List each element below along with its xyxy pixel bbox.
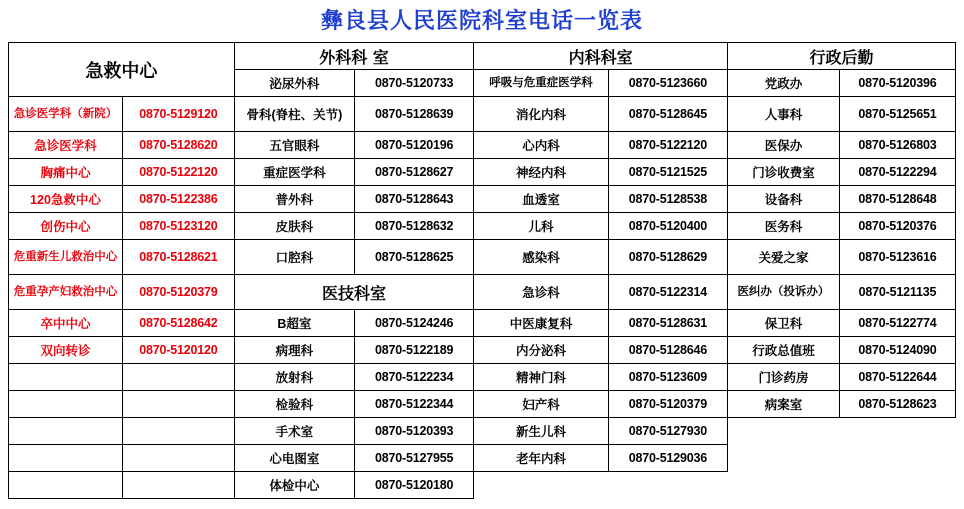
admin-tel: 0870-5121135	[839, 275, 955, 310]
admin-dept: 保卫科	[728, 310, 840, 337]
spacer-cell	[839, 472, 955, 499]
medtech-dept: 体检中心	[234, 472, 354, 499]
admin-dept: 行政总值班	[728, 337, 840, 364]
admin-tel: 0870-5125651	[839, 97, 955, 132]
emergency-tel: 0870-5123120	[122, 213, 234, 240]
header-surgery: 外科科 室	[234, 43, 473, 70]
header-medtech: 医技科室	[234, 275, 473, 310]
internal-dept: 新生儿科	[474, 418, 609, 445]
page-title: 彝良县人民医院科室电话一览表	[320, 8, 643, 34]
medtech-dept: 手术室	[234, 418, 354, 445]
emergency-tel: 0870-5128642	[122, 310, 234, 337]
surgery-tel: 0870-5120196	[355, 132, 474, 159]
table-row	[9, 213, 956, 240]
admin-tel: 0870-5122774	[839, 310, 955, 337]
emergency-dept: 危重孕产妇救治中心	[9, 275, 123, 310]
internal-tel: 0870-5128538	[608, 186, 727, 213]
emergency-dept: 胸痛中心	[9, 159, 123, 186]
internal-tel: 0870-5122120	[608, 132, 727, 159]
internal-dept: 儿科	[474, 213, 609, 240]
spacer-cell	[728, 472, 840, 499]
emergency-dept	[9, 445, 123, 472]
internal-dept: 呼吸与危重症医学科	[474, 70, 609, 97]
table-row	[9, 186, 956, 213]
medtech-tel: 0870-5122344	[355, 391, 474, 418]
spacer-cell	[839, 418, 955, 445]
spacer-cell	[839, 445, 955, 472]
emergency-dept: 急诊医学科（新院）	[9, 97, 123, 132]
medtech-tel: 0870-5120180	[355, 472, 474, 499]
internal-dept: 血透室	[474, 186, 609, 213]
spacer-cell	[728, 418, 840, 445]
internal-dept: 中医康复科	[474, 310, 609, 337]
table-row	[9, 310, 956, 337]
internal-tel: 0870-5123609	[608, 364, 727, 391]
internal-tel: 0870-5127930	[608, 418, 727, 445]
admin-dept: 关爱之家	[728, 240, 840, 275]
internal-dept: 心内科	[474, 132, 609, 159]
emergency-tel: 0870-5129120	[122, 97, 234, 132]
admin-dept: 医保办	[728, 132, 840, 159]
emergency-dept: 卒中中心	[9, 310, 123, 337]
table-row	[9, 472, 956, 499]
table-row	[9, 364, 956, 391]
internal-tel: 0870-5128645	[608, 97, 727, 132]
emergency-tel: 0870-5128620	[122, 132, 234, 159]
admin-dept: 门诊药房	[728, 364, 840, 391]
admin-tel: 0870-5128648	[839, 186, 955, 213]
admin-tel: 0870-5122294	[839, 159, 955, 186]
table-header-row	[9, 43, 956, 70]
surgery-dept: 五官眼科	[234, 132, 354, 159]
medtech-dept: 病理科	[234, 337, 354, 364]
admin-dept: 门诊收费室	[728, 159, 840, 186]
emergency-dept	[9, 364, 123, 391]
table-row	[9, 337, 956, 364]
surgery-dept: 口腔科	[234, 240, 354, 275]
internal-dept: 消化内科	[474, 97, 609, 132]
emergency-tel: 0870-5120379	[122, 275, 234, 310]
surgery-dept: 骨科(脊柱、关节)	[234, 97, 354, 132]
medtech-tel: 0870-5124246	[355, 310, 474, 337]
surgery-tel: 0870-5128639	[355, 97, 474, 132]
internal-dept: 老年内科	[474, 445, 609, 472]
header-admin: 行政后勤	[728, 43, 956, 70]
internal-tel: 0870-5122314	[608, 275, 727, 310]
admin-dept: 设备科	[728, 186, 840, 213]
spacer-cell	[608, 472, 727, 499]
surgery-dept: 重症医学科	[234, 159, 354, 186]
internal-tel: 0870-5123660	[608, 70, 727, 97]
emergency-tel	[122, 418, 234, 445]
phone-directory-table	[8, 42, 956, 499]
header-internal: 内科科室	[474, 43, 728, 70]
admin-dept: 医纠办（投诉办）	[728, 275, 840, 310]
emergency-dept: 创伤中心	[9, 213, 123, 240]
internal-tel: 0870-5129036	[608, 445, 727, 472]
medtech-dept: 心电图室	[234, 445, 354, 472]
admin-dept: 人事科	[728, 97, 840, 132]
spacer-cell	[728, 445, 840, 472]
emergency-tel	[122, 364, 234, 391]
medtech-tel: 0870-5127955	[355, 445, 474, 472]
internal-tel: 0870-5121525	[608, 159, 727, 186]
medtech-dept: B超室	[234, 310, 354, 337]
internal-dept: 妇产科	[474, 391, 609, 418]
emergency-tel	[122, 472, 234, 499]
internal-tel: 0870-5128646	[608, 337, 727, 364]
internal-dept: 精神门科	[474, 364, 609, 391]
table-row	[9, 275, 956, 310]
emergency-tel: 0870-5128621	[122, 240, 234, 275]
emergency-tel: 0870-5120120	[122, 337, 234, 364]
medtech-tel: 0870-5120393	[355, 418, 474, 445]
spacer-cell	[474, 472, 609, 499]
table-row	[9, 159, 956, 186]
internal-tel: 0870-5128631	[608, 310, 727, 337]
surgery-tel: 0870-5128625	[355, 240, 474, 275]
admin-dept: 医务科	[728, 213, 840, 240]
emergency-dept	[9, 472, 123, 499]
surgery-tel: 0870-5128632	[355, 213, 474, 240]
admin-tel: 0870-5120376	[839, 213, 955, 240]
surgery-tel: 0870-5128627	[355, 159, 474, 186]
emergency-dept	[9, 391, 123, 418]
admin-tel: 0870-5126803	[839, 132, 955, 159]
surgery-dept: 皮肤科	[234, 213, 354, 240]
internal-dept: 急诊科	[474, 275, 609, 310]
surgery-dept: 普外科	[234, 186, 354, 213]
admin-tel: 0870-5122644	[839, 364, 955, 391]
table-row	[9, 418, 956, 445]
emergency-tel: 0870-5122386	[122, 186, 234, 213]
table-row	[9, 97, 956, 132]
admin-tel: 0870-5128623	[839, 391, 955, 418]
internal-dept: 内分泌科	[474, 337, 609, 364]
internal-tel: 0870-5120400	[608, 213, 727, 240]
emergency-dept: 危重新生儿救治中心	[9, 240, 123, 275]
surgery-dept: 泌尿外科	[234, 70, 354, 97]
medtech-tel: 0870-5122234	[355, 364, 474, 391]
emergency-dept: 急诊医学科	[9, 132, 123, 159]
table-row	[9, 445, 956, 472]
admin-dept: 党政办	[728, 70, 840, 97]
admin-tel: 0870-5120396	[839, 70, 955, 97]
medtech-dept: 检验科	[234, 391, 354, 418]
medtech-dept: 放射科	[234, 364, 354, 391]
internal-tel: 0870-5128629	[608, 240, 727, 275]
table-row	[9, 240, 956, 275]
admin-tel: 0870-5124090	[839, 337, 955, 364]
emergency-tel	[122, 445, 234, 472]
internal-tel: 0870-5120379	[608, 391, 727, 418]
emergency-tel	[122, 391, 234, 418]
surgery-tel: 0870-5128643	[355, 186, 474, 213]
surgery-tel: 0870-5120733	[355, 70, 474, 97]
emergency-dept: 双向转诊	[9, 337, 123, 364]
internal-dept: 感染科	[474, 240, 609, 275]
emergency-dept: 120急救中心	[9, 186, 123, 213]
medtech-tel: 0870-5122189	[355, 337, 474, 364]
internal-dept: 神经内科	[474, 159, 609, 186]
table-row	[9, 132, 956, 159]
emergency-tel: 0870-5122120	[122, 159, 234, 186]
admin-tel: 0870-5123616	[839, 240, 955, 275]
table-row	[9, 391, 956, 418]
header-emergency: 急救中心	[9, 43, 235, 97]
emergency-dept	[9, 418, 123, 445]
admin-dept: 病案室	[728, 391, 840, 418]
